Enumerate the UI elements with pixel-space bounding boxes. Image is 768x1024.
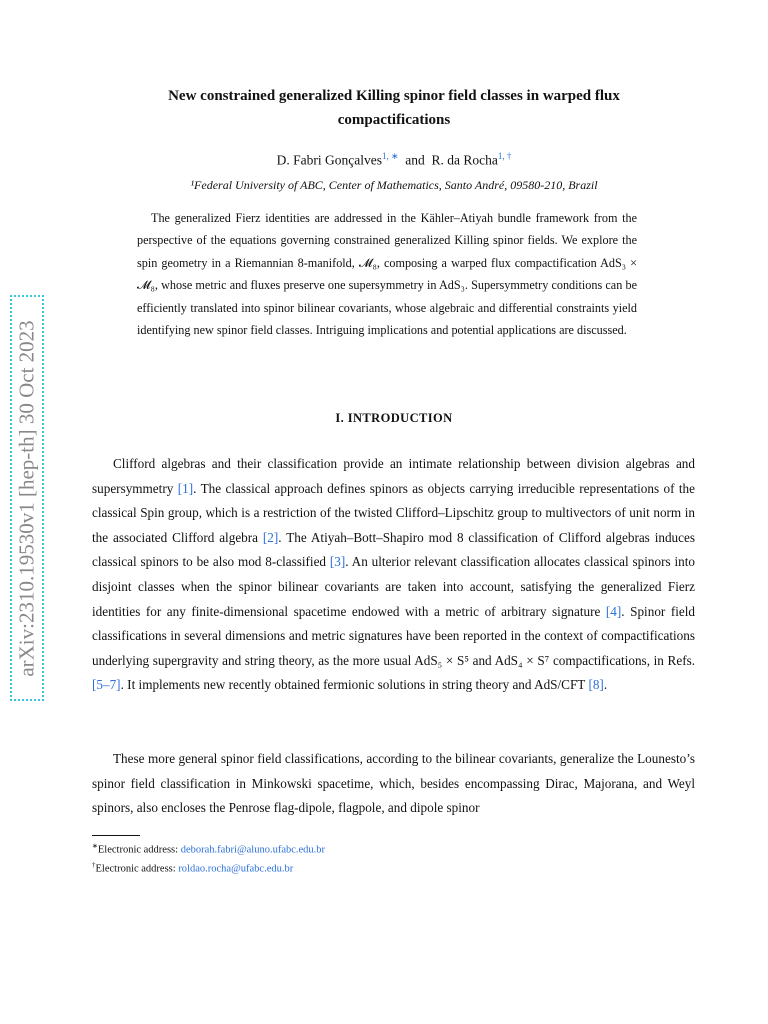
citation-link[interactable]: [4] — [605, 603, 622, 619]
abstract — [137, 207, 637, 341]
intro-text: . It implements new recently obtained fermionic solutions in string theory and AdS/CFT — [120, 677, 589, 693]
section-heading-introduction: I. INTRODUCTION — [335, 411, 453, 425]
abstract-text-2: , composing a warped flux compactification — [376, 255, 601, 270]
citation-link[interactable]: [3] — [329, 554, 346, 570]
footnote-2 — [92, 858, 592, 877]
arxiv-identifier-stamp[interactable] — [10, 295, 44, 701]
intro-text: Clifford algebras and their classification provide an intimate relationship between division algebras and supersymmetry — [92, 456, 695, 496]
paper-title — [100, 84, 688, 132]
abstract-text-3: , whose metric and fluxes preserve one supersymmetry in — [154, 278, 439, 293]
intro-text: compactifications, in Refs. — [549, 652, 696, 668]
author-2-name: R. da Rocha — [431, 152, 498, 168]
citation-link[interactable]: [8] — [588, 677, 604, 693]
abstract-math-ads3: AdS₃ — [438, 278, 465, 293]
abstract-text-1: The generalized Fierz identities are addressed in the Kähler–Atiyah bundle framework from the perspective of the equations governing constrained generalized Killing spinor fields. We explore the spin geometry in a Riemannian 8-manifold, — [137, 211, 637, 270]
abstract-text-4: . Supersymmetry conditions can be efficiently translated into spinor bilinear covariants, whose algebraic and differential constraints yield identifying new spinor field classes. Intriguing implications and potential applications are discussed. — [137, 278, 637, 338]
author-conjunction: and — [405, 152, 425, 168]
intro-text: . The classical approach defines spinors as objects carrying irreducible representations of the classical Spin group, which is a restriction of the twisted Clifford–Lipschitz group to multivectors of unit norm in the associated Clifford algebra — [92, 480, 695, 545]
footnote-divider — [92, 835, 140, 836]
footnote-2-mark: † — [92, 860, 96, 869]
intro-paragraph-1 — [92, 452, 695, 698]
footnotes — [92, 839, 592, 876]
author-list — [100, 151, 688, 169]
author-2-marks[interactable]: 1, † — [497, 151, 512, 161]
intro-math-ads4-s7: AdS₄ × S⁷ — [494, 652, 550, 668]
affiliation: ¹Federal University of ABC, Center of Mathematics, Santo André, 09580-210, Brazil — [190, 178, 598, 192]
citation-link[interactable]: [5–7] — [92, 677, 121, 693]
intro-text: . Spinor field classifications in several dimensions and metric signatures have been reported in the context of compactifications underlying supergravity and string theory, as the more usual — [92, 603, 696, 668]
footnote-1-label: Electronic address: — [97, 844, 181, 856]
intro-paragraph-2: These more general spinor field classifications, according to the bilinear covariants, generalize the Lounesto’s spinor field classification in Minkowski spacetime, which, besides encompassing Dirac, Majorana, and Weyl spinors, also encloses the Penrose flag-dipole, flagpole, and dipole spinor — [92, 751, 695, 816]
title-line-1: New constrained generalized Killing spinor field classes in warped flux — [168, 88, 620, 104]
author-1-marks[interactable]: 1, ∗ — [381, 151, 399, 161]
intro-math-ads5-s5: AdS₅ × S⁵ — [414, 652, 469, 668]
footnote-2-label: Electronic address: — [95, 863, 179, 874]
footnote-2-email-link[interactable]: roldao.rocha@ufabc.edu.br — [178, 863, 294, 874]
arxiv-identifier-text: arXiv:2310.19530v1 [hep-th] 30 Oct 2023 — [14, 319, 39, 677]
abstract-math-ads3-m8: AdS₃ × 𝓜₈ — [137, 255, 637, 293]
author-1-name: D. Fabri Gonçalves — [276, 152, 382, 168]
intro-text: . — [603, 677, 608, 693]
footnote-1 — [92, 839, 592, 858]
title-line-2: compactifications — [337, 112, 451, 128]
footnote-1-email-link[interactable]: deborah.fabri@aluno.ufabc.edu.br — [180, 844, 326, 856]
footnote-1-mark: ∗ — [92, 842, 98, 850]
intro-text: and — [468, 652, 495, 668]
citation-link[interactable]: [1] — [177, 480, 194, 496]
intro-text: . The Atiyah–Bott–Shapiro mod 8 classification of Clifford algebras induces classical spinors to be also mod 8-classified — [92, 529, 695, 570]
citation-link[interactable]: [2] — [262, 529, 279, 545]
abstract-math-m8: 𝓜₈ — [358, 255, 377, 270]
intro-text: . An ulterior relevant classification allocates classical spinors into disjoint classes when the spinor bilinear covariants are taken into account, satisfying the generalized Fierz identities for any finite-dimensional spacetime endowed with a metric of arbitrary signature — [92, 554, 695, 619]
